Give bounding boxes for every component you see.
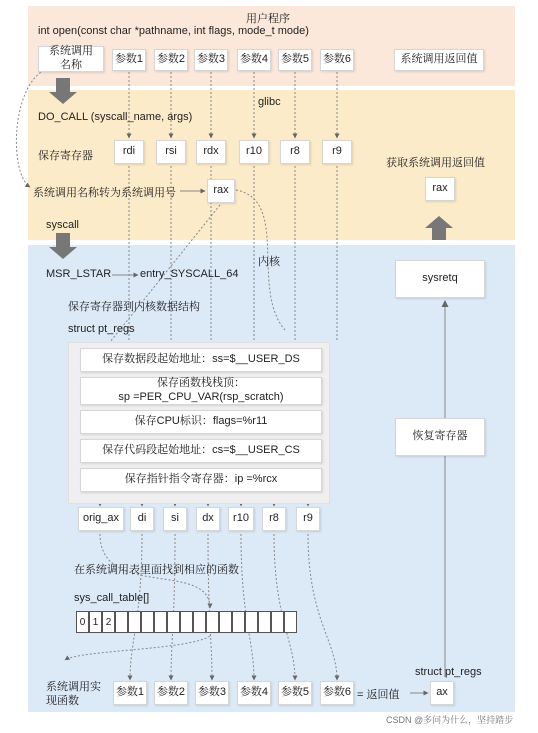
entry-syscall-label: entry_SYSCALL_64 xyxy=(140,268,239,280)
pt-regs-di: di xyxy=(130,507,154,531)
save-sp-row-line2: sp =PER_CPU_VAR(rsp_scratch) xyxy=(118,391,284,403)
save-to-struct-label: 保存寄存器到内核数据结构 xyxy=(68,301,200,313)
get-return-value-label: 获取系统调用返回值 xyxy=(386,157,485,169)
table-cell xyxy=(180,611,193,633)
equals-return-label: = 返回值 xyxy=(357,689,400,701)
syscall-return-value-box: 系统调用返回值 xyxy=(394,49,484,71)
reg-rdi: rdi xyxy=(114,140,144,164)
syscall-label: syscall xyxy=(46,219,80,231)
user-layer-title: 用户程序 xyxy=(246,13,290,25)
glibc-rax: rax xyxy=(207,179,235,203)
pt-regs-orig-ax: orig_ax xyxy=(78,507,124,531)
user-param-1: 参数1 xyxy=(112,49,146,71)
table-cell xyxy=(206,611,219,633)
table-cell xyxy=(115,611,128,633)
table-cell: 1 xyxy=(89,611,102,633)
user-param-2: 参数2 xyxy=(154,49,188,71)
impl-param-2: 参数2 xyxy=(154,681,188,705)
impl-param-3: 参数3 xyxy=(195,681,229,705)
syscall-name-box: 系统调用名称 xyxy=(38,46,104,72)
user-param-6: 参数6 xyxy=(320,49,354,71)
pt-regs-r10: r10 xyxy=(228,507,254,531)
save-ip-row: 保存指针指令寄存器：ip =%rcx xyxy=(80,468,322,492)
reg-rdx: rdx xyxy=(196,140,226,164)
reg-rsi: rsi xyxy=(156,140,186,164)
table-cell: 2 xyxy=(102,611,115,633)
restore-registers-box: 恢复寄存器 xyxy=(395,418,485,456)
pt-regs-r9: r9 xyxy=(296,507,320,531)
user-param-4: 参数4 xyxy=(237,49,271,71)
sys-call-table-label: sys_call_table[] xyxy=(74,592,150,604)
name-to-number-label: 系统调用名称转为系统调用号 xyxy=(33,187,176,199)
struct-pt-regs-label: struct pt_regs xyxy=(68,323,135,335)
table-cell xyxy=(232,611,245,633)
table-cell xyxy=(245,611,258,633)
reg-r9: r9 xyxy=(322,140,352,164)
open-signature: int open(const char *pathname, int flags, mode_t mode) xyxy=(38,25,309,37)
table-cell xyxy=(271,611,284,633)
save-sp-row-line1: 保存函数栈栈顶： xyxy=(157,377,245,390)
struct-pt-regs-bottom-label: struct pt_regs xyxy=(415,666,482,678)
save-ss-row: 保存数据段起始地址：ss=$__USER_DS xyxy=(80,348,322,372)
impl-param-6: 参数6 xyxy=(320,681,354,705)
table-cell xyxy=(219,611,232,633)
glibc-layer-title: glibc xyxy=(258,96,281,108)
table-cell xyxy=(167,611,180,633)
table-cell xyxy=(193,611,206,633)
msr-lstar-label: MSR_LSTAR xyxy=(46,268,112,280)
reg-r8: r8 xyxy=(280,140,310,164)
table-cell xyxy=(154,611,167,633)
save-registers-label: 保存寄存器 xyxy=(38,150,93,162)
pt-regs-dx: dx xyxy=(196,507,220,531)
table-cell xyxy=(128,611,141,633)
impl-param-1: 参数1 xyxy=(113,681,147,705)
user-param-5: 参数5 xyxy=(278,49,312,71)
sysretq-box: sysretq xyxy=(395,260,485,298)
table-cell xyxy=(141,611,154,633)
save-flags-row: 保存CPU标识：flags=%r11 xyxy=(80,410,322,434)
table-cell xyxy=(258,611,271,633)
impl-param-5: 参数5 xyxy=(278,681,312,705)
return-ax-box: ax xyxy=(430,681,454,705)
reg-r10: r10 xyxy=(239,140,269,164)
table-cell: 0 xyxy=(76,611,89,633)
return-rax: rax xyxy=(425,177,455,201)
save-cs-row: 保存代码段起始地址：cs=$__USER_CS xyxy=(80,439,322,463)
kernel-layer-title: 内核 xyxy=(258,256,280,268)
table-cell xyxy=(284,611,297,633)
user-param-3: 参数3 xyxy=(194,49,228,71)
impl-function-label: 系统调用实现函数 xyxy=(46,681,101,707)
pt-regs-si: si xyxy=(163,507,187,531)
watermark: CSDN @多问为什么，坚持踏步 xyxy=(386,715,514,725)
impl-param-4: 参数4 xyxy=(237,681,271,705)
find-function-label: 在系统调用表里面找到相应的函数 xyxy=(74,564,239,576)
do-call-label: DO_CALL (syscall_name, args) xyxy=(38,111,193,123)
pt-regs-r8: r8 xyxy=(262,507,286,531)
save-sp-row xyxy=(80,377,322,405)
